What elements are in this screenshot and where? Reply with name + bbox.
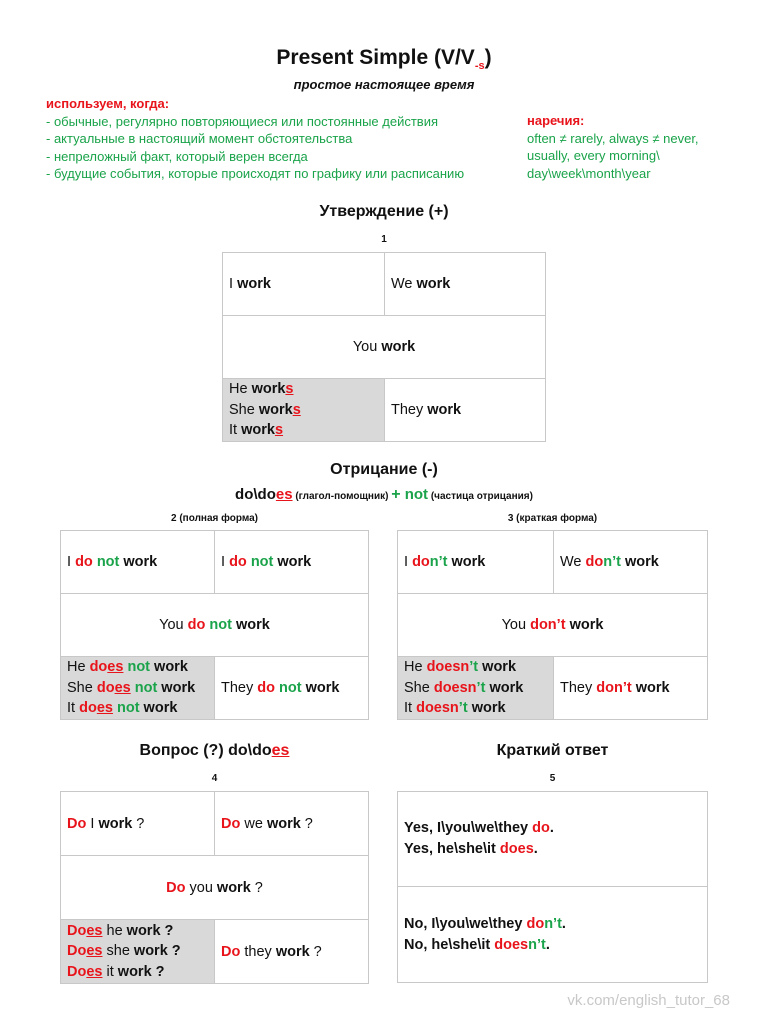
usage-item: - непреложный факт, который верен всегда (46, 148, 308, 164)
negative-short-table (397, 530, 708, 720)
cell-you: You do not work (61, 594, 369, 657)
line-she: She doesn’t work (404, 679, 524, 696)
affirmative-number: 1 (381, 234, 387, 245)
short-answer-title: Краткий ответ (496, 742, 609, 759)
page-subtitle: простое настоящее время (293, 77, 475, 92)
cell-he-she-it (398, 657, 554, 720)
line-he: Does he work ? (67, 922, 174, 939)
line-it: It doesn’t work (404, 700, 506, 717)
cell-they: They do not work (215, 657, 369, 720)
line-he: He doesn’t work (404, 659, 517, 676)
negative-full-table (60, 530, 369, 720)
cell-they: They work (385, 379, 546, 442)
question-title: Вопрос (?) do\does (139, 742, 290, 759)
cell-i: I work (223, 253, 385, 316)
question-number: 4 (211, 773, 218, 784)
adverbs-line: often ≠ rarely, always ≠ never, (527, 130, 699, 146)
cell-they: Do they work ? (215, 920, 369, 984)
line-he: He does not work (67, 659, 188, 676)
usage-heading: используем, когда: (46, 96, 170, 111)
cell-we: We work (385, 253, 546, 316)
answer-line: No, I\you\we\they don’t. (404, 915, 566, 932)
adverbs-line: day\week\month\year (527, 165, 651, 181)
cell-you: You work (223, 316, 546, 379)
short-answer-no (398, 887, 707, 982)
cell-i: Do I work ? (61, 792, 215, 856)
negative-full-label: 2 (полная форма) (171, 513, 258, 524)
page-title: Present Simple $(V/V_{-s})$ (276, 46, 492, 73)
cell-you: Do you work ? (61, 856, 369, 920)
cell-they: They don’t work (554, 657, 708, 720)
cell-we: I do not work (215, 531, 369, 594)
affirmative-table (222, 252, 546, 442)
adverbs-line: usually, every morning\ (527, 148, 660, 163)
watermark: vk.com/english_tutor_68 (567, 992, 730, 1009)
answer-line: Yes, I\you\we\they do. (404, 820, 554, 836)
line-she: She works (229, 401, 301, 418)
negative-formula: do\does (глагол-помощник) + not (частица отрицания) (235, 486, 533, 503)
cell-i: I do not work (61, 531, 215, 594)
line-it: Does it work ? (67, 963, 165, 980)
line-he: He works (229, 381, 294, 398)
cell-he-she-it (61, 657, 215, 720)
short-answer-box (397, 791, 708, 983)
cell-i: I don’t work (398, 531, 554, 594)
adverbs-heading: наречия: (527, 113, 585, 128)
line-she: Does she work ? (67, 943, 181, 960)
line-she: She does not work (67, 679, 196, 696)
line-it: It works (229, 422, 284, 439)
answer-line: Yes, he\she\it does. (404, 841, 538, 857)
short-answer-number: 5 (549, 773, 556, 784)
cell-he-she-it (61, 920, 215, 984)
affirmative-title: Утверждение (+) (319, 203, 449, 220)
cell-he-she-it (223, 379, 385, 442)
short-answer-yes (398, 792, 707, 887)
negative-short-label: 3 (краткая форма) (507, 513, 598, 524)
negative-title: Отрицание (-) (330, 461, 438, 478)
usage-item: - актуальные в настоящий момент обстоятельства (46, 131, 353, 146)
line-it: It does not work (67, 700, 178, 717)
question-table (60, 791, 369, 984)
cell-we: We don’t work (554, 531, 708, 594)
cell-you: You don’t work (398, 594, 708, 657)
answer-line: No, he\she\it doesn’t. (404, 936, 550, 953)
usage-item: - будущие события, которые происходят по графику или расписанию (46, 166, 465, 181)
adverbs-box (527, 112, 757, 182)
usage-list (46, 95, 464, 183)
cell-we: Do we work ? (215, 792, 369, 856)
usage-item: - обычные, регулярно повторяющиеся или постоянные действия (46, 113, 438, 129)
